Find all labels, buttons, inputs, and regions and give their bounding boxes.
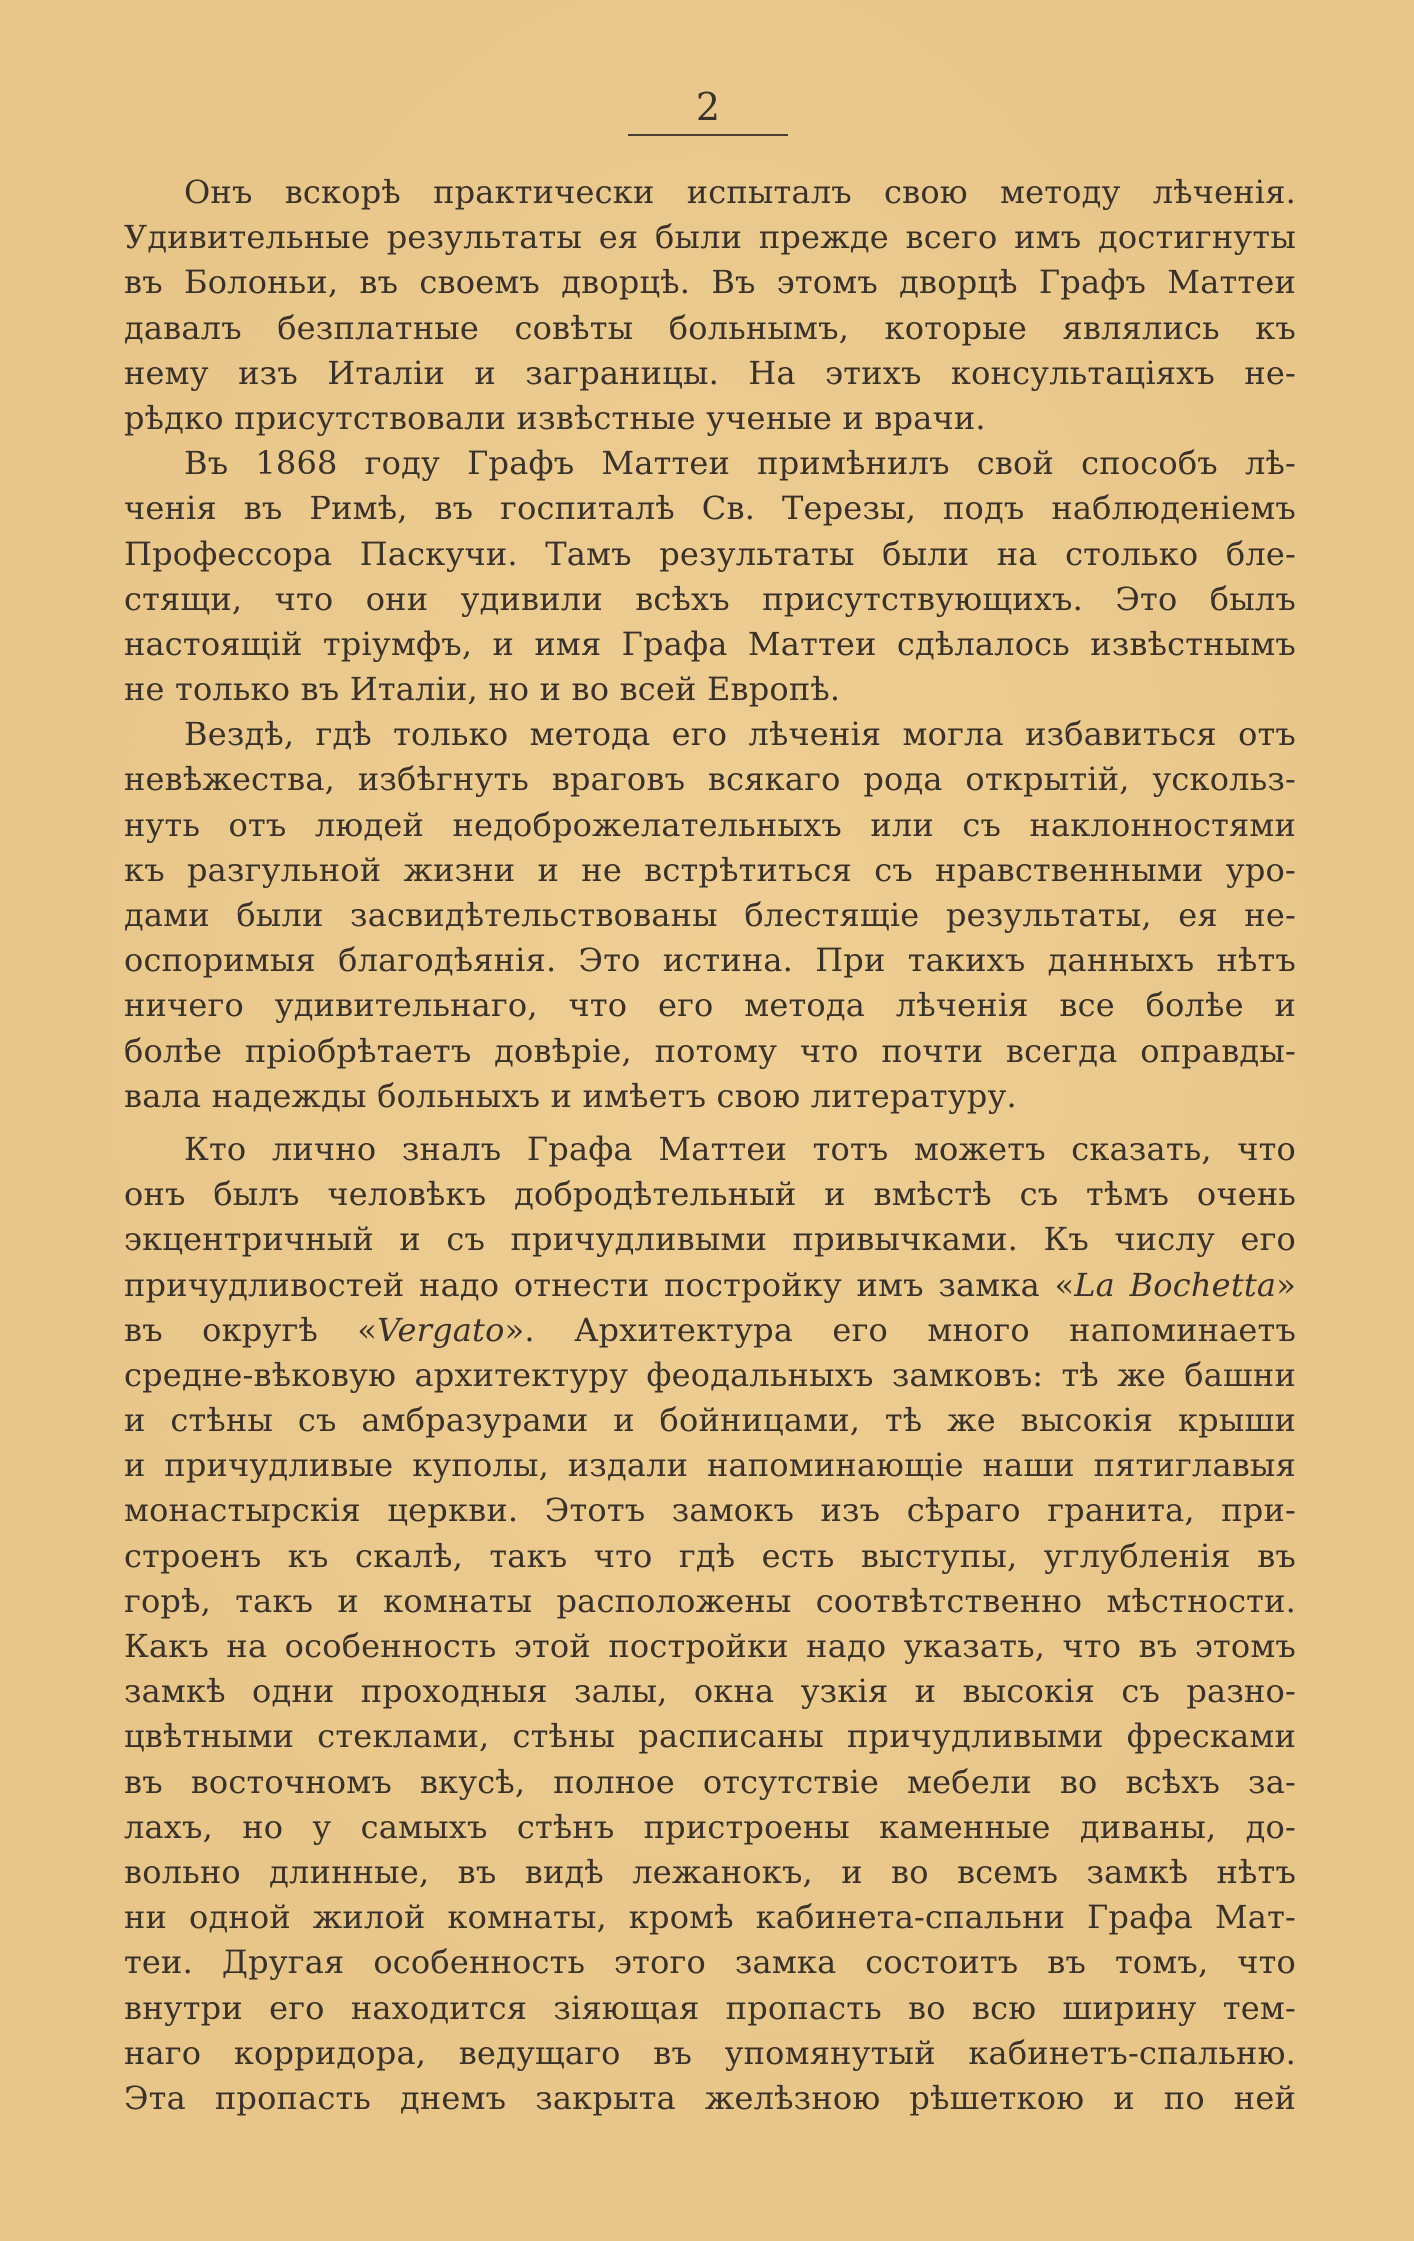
text-line: вольно длинные, въ видѣ лежанокъ, и во всемъ замкѣ нѣтъ xyxy=(124,1852,1296,1891)
text-line: онъ былъ человѣкъ добродѣтельный и вмѣстѣ съ тѣмъ очень xyxy=(124,1175,1296,1214)
body-text xyxy=(124,170,1296,2121)
text-line: экцентричный и съ причудливыми привычками. Къ числу его xyxy=(124,1220,1296,1259)
text-line: монастырскія церкви. Этотъ замокъ изъ сѣраго гранита, при- xyxy=(124,1491,1296,1530)
text-line: настоящій тріумфъ, и имя Графа Маттеи сдѣлалось извѣстнымъ xyxy=(124,624,1296,663)
text-line: стящи, что они удивили всѣхъ присутствующихъ. Это былъ xyxy=(124,579,1296,618)
text-line: дами были засвидѣтельствованы блестящіе результаты, ея не- xyxy=(124,896,1296,934)
text-line xyxy=(124,1263,1296,1308)
text-line: лахъ, но у самыхъ стѣнъ пристроены каменные диваны, до- xyxy=(124,1807,1296,1846)
text-run: въ округѣ « xyxy=(124,1310,378,1349)
text-line: давалъ безплатные совѣты больнымъ, которые являлись къ xyxy=(124,308,1296,347)
text-line: Вездѣ, гдѣ только метода его лѣченія могла избавиться отъ xyxy=(184,715,1296,754)
text-line: Въ 1868 году Графъ Маттеи примѣнилъ свой способъ лѣ- xyxy=(184,444,1296,483)
text-run: ». Архитектура его много напоминаетъ xyxy=(504,1310,1297,1349)
text-line: и причудливые куполы, издали напоминающіе наши пятиглавыя xyxy=(124,1446,1296,1485)
text-line: рѣдко присутствовали извѣстные ученые и врачи. xyxy=(124,398,986,437)
text-line: невѣжества, избѣгнуть враговъ всякаго рода открытій, ускольз- xyxy=(124,760,1296,799)
text-line: Онъ вскорѣ практически испыталъ свою методу лѣченія. xyxy=(184,173,1296,211)
text-line: внутри его находится зіяющая пропасть во всю ширину тем- xyxy=(124,1988,1296,2027)
text-line: ченія въ Римѣ, въ госпиталѣ Св. Терезы, подъ наблюденіемъ xyxy=(124,489,1296,528)
page-number-rule xyxy=(628,134,788,136)
text-line: теи. Другая особенность этого замка состоитъ въ томъ, что xyxy=(124,1943,1296,1982)
district-name-italic: Vergato xyxy=(377,1310,505,1349)
text-line: нему изъ Италіи и заграницы. На этихъ консультаціяхъ не- xyxy=(124,353,1296,392)
text-run: » xyxy=(1276,1265,1296,1304)
text-line: цвѣтными стеклами, стѣны расписаны причудливыми фресками xyxy=(124,1717,1296,1756)
text-line xyxy=(124,1308,1296,1353)
text-line: Эта пропасть днемъ закрыта желѣзною рѣшеткою и по ней xyxy=(124,2078,1296,2117)
text-line: въ восточномъ вкусѣ, полное отсутствіе мебели во всѣхъ за- xyxy=(124,1762,1296,1801)
text-line: ни одной жилой комнаты, кромѣ кабинета-спальни Графа Мат- xyxy=(124,1898,1296,1937)
text-line: Кто лично зналъ Графа Маттеи тотъ можетъ сказать, что xyxy=(184,1129,1296,1168)
text-line: въ Болоньи, въ своемъ дворцѣ. Въ этомъ дворцѣ Графъ Маттеи xyxy=(124,263,1296,302)
text-line: оспоримыя благодѣянія. Это истина. При такихъ данныхъ нѣтъ xyxy=(124,941,1296,980)
text-line: Какъ на особенность этой постройки надо указать, что въ этомъ xyxy=(124,1627,1296,1665)
text-line: средне-вѣковую архитектуру феодальныхъ замковъ: тѣ же башни xyxy=(124,1355,1296,1394)
text-run: причудливостей надо отнести постройку имъ замка « xyxy=(124,1265,1075,1304)
text-line: нуть отъ людей недоброжелательныхъ или съ наклонностями xyxy=(124,805,1296,844)
text-line: вала надежды больныхъ и имѣетъ свою литературу. xyxy=(124,1076,1017,1115)
text-line: ничего удивительнаго, что его метода лѣченія все болѣе и xyxy=(124,986,1296,1025)
page-number: 2 xyxy=(695,85,721,129)
text-line: къ разгульной жизни и не встрѣтиться съ нравственными уро- xyxy=(124,850,1296,889)
text-line: Удивительные результаты ея были прежде всего имъ достигнуты xyxy=(124,218,1296,257)
text-line: не только въ Италіи, но и во всей Европѣ. xyxy=(124,670,841,709)
text-line: болѣе пріобрѣтаетъ довѣріе, потому что почти всегда оправды- xyxy=(124,1031,1296,1070)
text-line: и стѣны съ амбразурами и бойницами, тѣ же высокія крыши xyxy=(124,1401,1296,1440)
castle-name-italic: La Bochetta xyxy=(1074,1265,1277,1304)
text-line: замкѣ одни проходныя залы, окна узкія и высокія съ разно- xyxy=(124,1672,1296,1711)
text-line: наго корридора, ведущаго въ упомянутый кабинетъ-спальню. xyxy=(124,2033,1296,2072)
text-line: Профессора Паскучи. Тамъ результаты были на столько бле- xyxy=(124,534,1296,573)
text-line: горѣ, такъ и комнаты расположены соотвѣтственно мѣстности. xyxy=(124,1581,1296,1620)
text-line: строенъ къ скалѣ, такъ что гдѣ есть выступы, углубленія въ xyxy=(124,1536,1296,1575)
